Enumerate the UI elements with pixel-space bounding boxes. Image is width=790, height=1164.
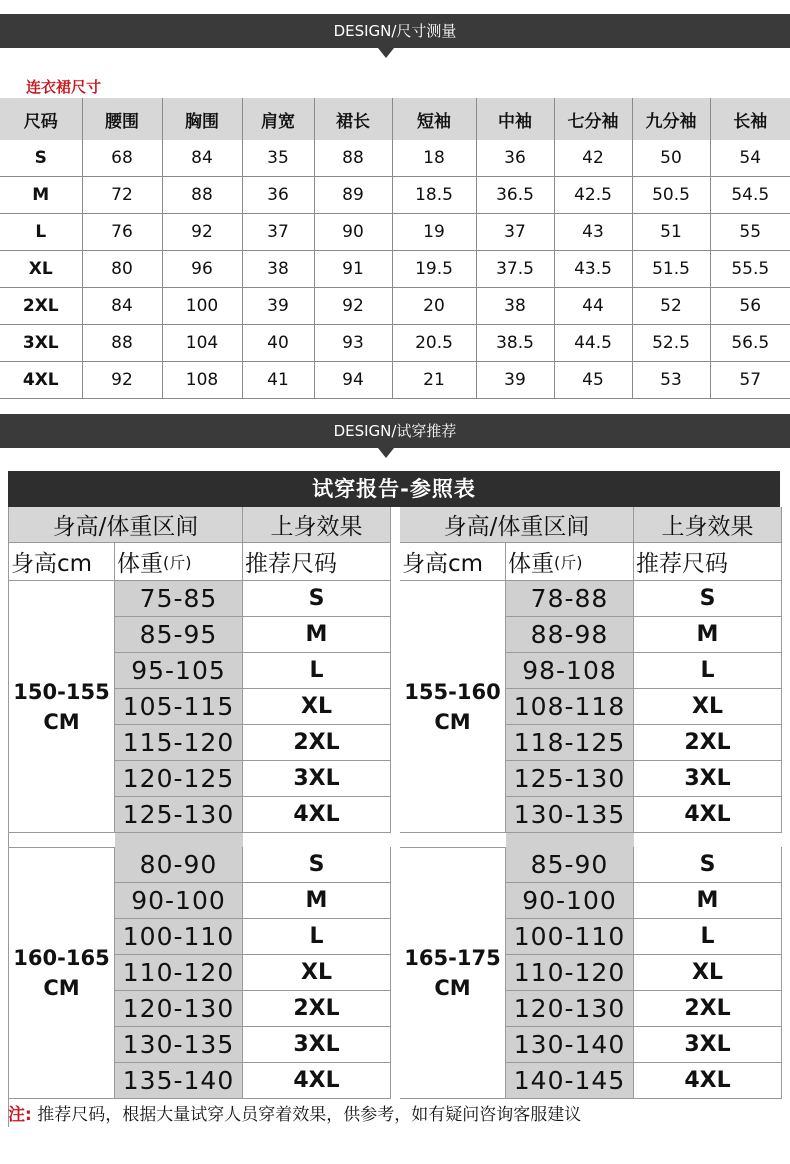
weight-range-cell: 85-90 — [506, 847, 634, 883]
recommended-size-cell: L — [243, 919, 391, 955]
measurement-cell: 89 — [314, 177, 392, 214]
block-divider — [115, 833, 243, 847]
table-row — [0, 251, 790, 288]
measurement-cell: 56 — [710, 288, 790, 325]
weight-range-cell: 120-130 — [506, 991, 634, 1027]
weight-range-cell: 88-98 — [506, 617, 634, 653]
weight-header — [506, 543, 634, 581]
measurement-cell: 57 — [710, 362, 790, 399]
measurement-cell: 39 — [476, 362, 554, 399]
measurement-cell: 68 — [82, 140, 162, 177]
range-header: 身高/体重区间 — [9, 507, 243, 543]
measurement-cell: 53 — [632, 362, 710, 399]
recommended-size-cell: XL — [634, 689, 782, 725]
size-label-cell: L — [0, 214, 82, 251]
table-row — [0, 362, 790, 399]
measurement-cell: 20 — [392, 288, 476, 325]
height-range-cell — [9, 581, 115, 833]
banner-try-on: DESIGN/试穿推荐 — [0, 414, 790, 448]
measurement-cell: 18 — [392, 140, 476, 177]
recommended-size-cell: S — [634, 847, 782, 883]
measurement-cell: 42.5 — [554, 177, 632, 214]
weight-range-cell: 78-88 — [506, 581, 634, 617]
measurement-cell: 56.5 — [710, 325, 790, 362]
height-unit: CM — [434, 976, 471, 1000]
measurement-cell: 96 — [162, 251, 242, 288]
measurement-cell: 36.5 — [476, 177, 554, 214]
recommended-size-cell: 3XL — [243, 761, 391, 797]
size-label-cell: 4XL — [0, 362, 82, 399]
footnote — [8, 1100, 581, 1125]
banner-size-measure: DESIGN/尺寸测量 — [0, 14, 790, 48]
measurement-cell: 38 — [242, 251, 314, 288]
size-label-cell: 2XL — [0, 288, 82, 325]
recommended-size-cell: 2XL — [243, 991, 391, 1027]
measurement-cell: 38.5 — [476, 325, 554, 362]
size-header: 推荐尺码 — [243, 543, 391, 581]
recommended-size-cell: S — [243, 581, 391, 617]
weight-range-cell: 130-135 — [506, 797, 634, 833]
height-range-value: 155-160 — [404, 679, 501, 704]
size-header: 推荐尺码 — [634, 543, 782, 581]
measurement-cell: 43 — [554, 214, 632, 251]
weight-range-cell: 120-125 — [115, 761, 243, 797]
weight-range-cell: 98-108 — [506, 653, 634, 689]
dress-size-table — [0, 98, 790, 399]
height-range-cell — [400, 581, 506, 833]
measurement-cell: 51.5 — [632, 251, 710, 288]
table-row — [0, 214, 790, 251]
weight-range-cell: 95-105 — [115, 653, 243, 689]
measurement-cell: 108 — [162, 362, 242, 399]
table-row — [0, 140, 790, 177]
weight-unit: (斤) — [163, 553, 192, 572]
weight-range-cell: 118-125 — [506, 725, 634, 761]
weight-range-cell: 90-100 — [506, 883, 634, 919]
weight-range-cell: 135-140 — [115, 1063, 243, 1099]
height-header: 身高cm — [9, 543, 115, 581]
weight-range-cell: 105-115 — [115, 689, 243, 725]
size-header-cell: 裙长 — [314, 98, 392, 140]
measurement-cell: 88 — [314, 140, 392, 177]
recommended-size-cell: L — [634, 653, 782, 689]
recommended-size-cell: S — [634, 581, 782, 617]
measurement-cell: 55.5 — [710, 251, 790, 288]
measurement-cell: 92 — [82, 362, 162, 399]
measurement-cell: 45 — [554, 362, 632, 399]
measurement-cell: 92 — [162, 214, 242, 251]
weight-range-cell: 108-118 — [506, 689, 634, 725]
size-header-cell: 腰围 — [82, 98, 162, 140]
table-row — [0, 325, 790, 362]
height-unit: CM — [43, 976, 80, 1000]
weight-range-cell: 100-110 — [506, 919, 634, 955]
recommended-size-cell: 3XL — [634, 761, 782, 797]
size-label-cell: M — [0, 177, 82, 214]
measurement-cell: 42 — [554, 140, 632, 177]
measurement-cell: 38 — [476, 288, 554, 325]
dress-size-title: 连衣裙尺寸 — [26, 78, 102, 96]
weight-range-cell: 75-85 — [115, 581, 243, 617]
size-label-cell: XL — [0, 251, 82, 288]
size-header-cell: 短袖 — [392, 98, 476, 140]
weight-range-cell: 80-90 — [115, 847, 243, 883]
measurement-cell: 50.5 — [632, 177, 710, 214]
measurement-cell: 19.5 — [392, 251, 476, 288]
measurement-cell: 94 — [314, 362, 392, 399]
measurement-cell: 104 — [162, 325, 242, 362]
measurement-cell: 90 — [314, 214, 392, 251]
recommended-size-cell: 2XL — [243, 725, 391, 761]
recommended-size-cell: M — [243, 883, 391, 919]
size-header-cell: 长袖 — [710, 98, 790, 140]
weight-header-label: 体重 — [117, 551, 163, 577]
measurement-cell: 88 — [82, 325, 162, 362]
measurement-cell: 41 — [242, 362, 314, 399]
measurement-cell: 18.5 — [392, 177, 476, 214]
measurement-cell: 93 — [314, 325, 392, 362]
measurement-cell: 50 — [632, 140, 710, 177]
recommended-size-cell: XL — [243, 955, 391, 991]
measurement-cell: 37.5 — [476, 251, 554, 288]
weight-range-cell: 140-145 — [506, 1063, 634, 1099]
recommended-size-cell: 4XL — [243, 1063, 391, 1099]
weight-range-cell: 85-95 — [115, 617, 243, 653]
size-header-cell: 中袖 — [476, 98, 554, 140]
measurement-cell: 21 — [392, 362, 476, 399]
recommended-size-cell: S — [243, 847, 391, 883]
measurement-cell: 37 — [242, 214, 314, 251]
banner-arrow-icon — [378, 48, 394, 58]
recommended-size-cell: M — [634, 883, 782, 919]
weight-range-cell: 115-120 — [115, 725, 243, 761]
footnote-label: 注: — [8, 1105, 32, 1125]
recommended-size-cell: XL — [243, 689, 391, 725]
size-header-cell: 尺码 — [0, 98, 82, 140]
measurement-cell: 72 — [82, 177, 162, 214]
measurement-cell: 37 — [476, 214, 554, 251]
measurement-cell: 36 — [242, 177, 314, 214]
height-range-value: 165-175 — [404, 946, 501, 970]
height-unit: CM — [43, 709, 80, 734]
recommended-size-cell: 4XL — [634, 797, 782, 833]
measurement-cell: 40 — [242, 325, 314, 362]
weight-range-cell: 120-130 — [115, 991, 243, 1027]
size-header-cell: 七分袖 — [554, 98, 632, 140]
measurement-cell: 54 — [710, 140, 790, 177]
measurement-cell: 36 — [476, 140, 554, 177]
height-range-value: 150-155 — [13, 679, 110, 704]
size-header-cell: 肩宽 — [242, 98, 314, 140]
weight-range-cell: 90-100 — [115, 883, 243, 919]
banner-arrow-icon — [378, 448, 394, 458]
recommended-size-cell: 4XL — [634, 1063, 782, 1099]
measurement-cell: 80 — [82, 251, 162, 288]
recommended-size-cell: 4XL — [243, 797, 391, 833]
block-divider — [506, 833, 634, 847]
try-on-reference — [8, 471, 780, 1127]
recommended-size-cell: L — [634, 919, 782, 955]
height-header: 身高cm — [400, 543, 506, 581]
weight-range-cell: 110-120 — [506, 955, 634, 991]
size-label-cell: 3XL — [0, 325, 82, 362]
measurement-cell: 19 — [392, 214, 476, 251]
measurement-cell: 54.5 — [710, 177, 790, 214]
recommended-size-cell: 2XL — [634, 991, 782, 1027]
effect-header: 上身效果 — [634, 507, 782, 543]
table-row — [0, 288, 790, 325]
effect-header: 上身效果 — [243, 507, 391, 543]
measurement-cell: 100 — [162, 288, 242, 325]
recommended-size-cell: 3XL — [243, 1027, 391, 1063]
measurement-cell: 84 — [82, 288, 162, 325]
recommended-size-cell: 2XL — [634, 725, 782, 761]
height-range-cell — [400, 847, 506, 1099]
measurement-cell: 43.5 — [554, 251, 632, 288]
size-label-cell: S — [0, 140, 82, 177]
measurement-cell: 84 — [162, 140, 242, 177]
recommended-size-cell: L — [243, 653, 391, 689]
recommended-size-cell: XL — [634, 955, 782, 991]
measurement-cell: 91 — [314, 251, 392, 288]
measurement-cell: 20.5 — [392, 325, 476, 362]
height-range-value: 160-165 — [13, 946, 110, 970]
measurement-cell: 51 — [632, 214, 710, 251]
recommended-size-cell: M — [634, 617, 782, 653]
measurement-cell: 52.5 — [632, 325, 710, 362]
footnote-text: 推荐尺码，根据大量试穿人员穿着效果，供参考，如有疑问咨询客服建议 — [37, 1105, 582, 1125]
measurement-cell: 44 — [554, 288, 632, 325]
weight-range-cell: 110-120 — [115, 955, 243, 991]
height-range-cell — [9, 847, 115, 1099]
weight-range-cell: 125-130 — [506, 761, 634, 797]
measurement-cell: 88 — [162, 177, 242, 214]
weight-header — [115, 543, 243, 581]
weight-range-cell: 125-130 — [115, 797, 243, 833]
weight-unit: (斤) — [554, 553, 583, 572]
weight-header-label: 体重 — [508, 551, 554, 577]
size-table-header — [0, 98, 790, 140]
range-header: 身高/体重区间 — [400, 507, 634, 543]
size-header-cell: 胸围 — [162, 98, 242, 140]
measurement-cell: 39 — [242, 288, 314, 325]
table-row — [0, 177, 790, 214]
recommended-size-cell: M — [243, 617, 391, 653]
measurement-cell: 92 — [314, 288, 392, 325]
measurement-cell: 44.5 — [554, 325, 632, 362]
weight-range-cell: 100-110 — [115, 919, 243, 955]
recommended-size-cell: 3XL — [634, 1027, 782, 1063]
measurement-cell: 55 — [710, 214, 790, 251]
size-header-cell: 九分袖 — [632, 98, 710, 140]
measurement-cell: 76 — [82, 214, 162, 251]
measurement-cell: 52 — [632, 288, 710, 325]
measurement-cell: 35 — [242, 140, 314, 177]
height-unit: CM — [434, 709, 471, 734]
weight-range-cell: 130-135 — [115, 1027, 243, 1063]
reference-title: 试穿报告-参照表 — [8, 471, 780, 507]
weight-range-cell: 130-140 — [506, 1027, 634, 1063]
